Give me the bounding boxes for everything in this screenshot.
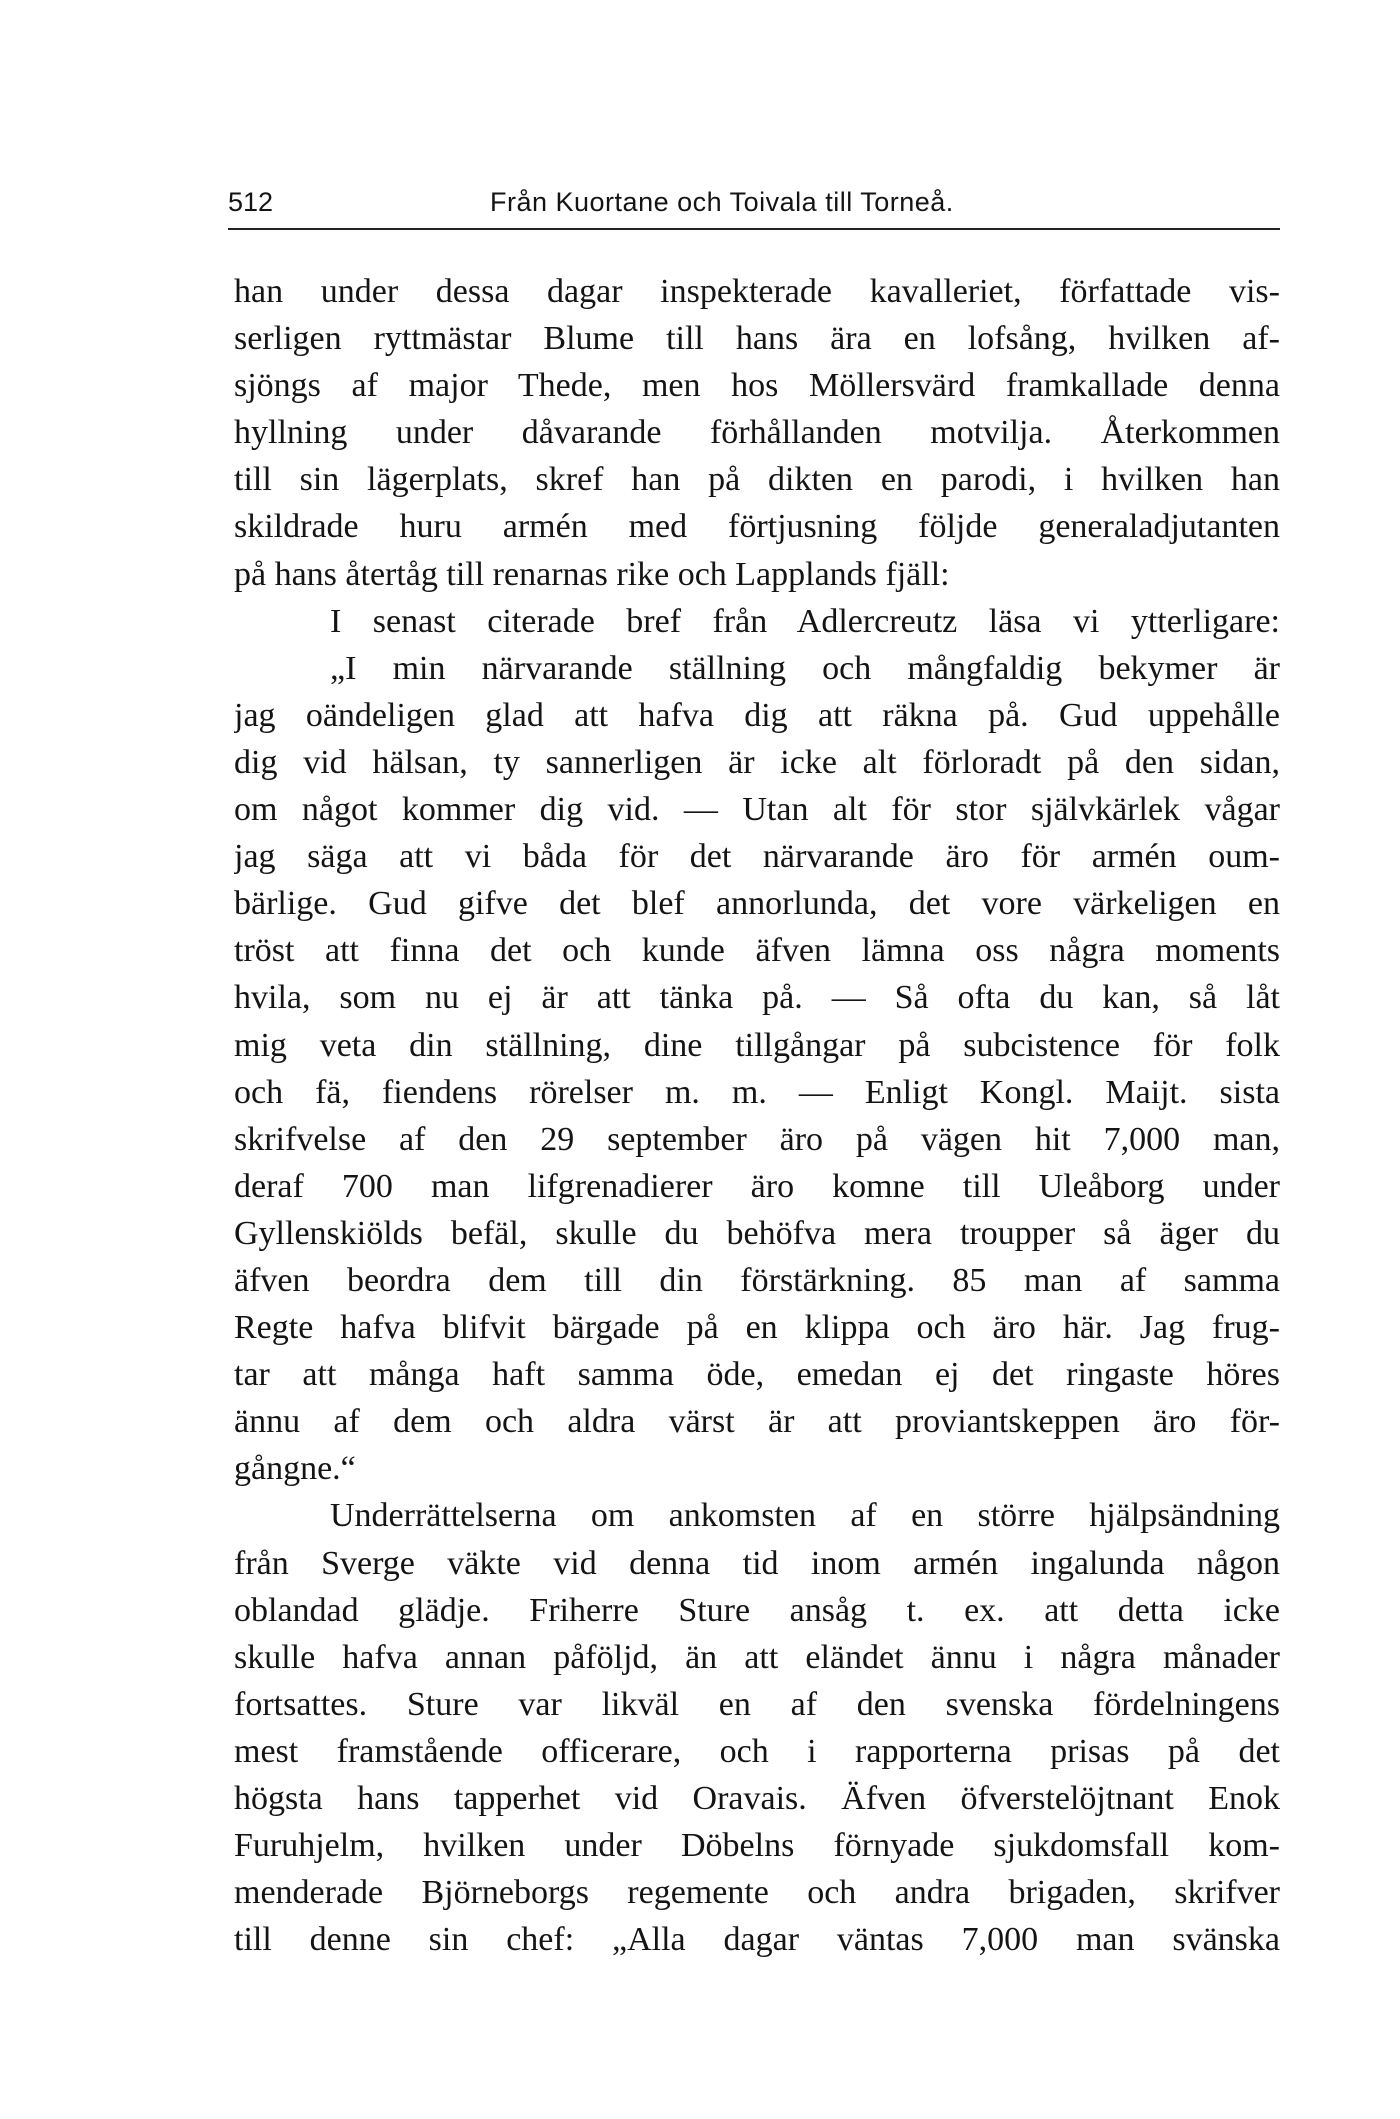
text-line: sjöngs af major Thede, men hos Möllersvärd framkallade denna: [234, 367, 1280, 405]
text-line: bärlige. Gud gifve det blef annorlunda, det vore värkeligen en: [234, 885, 1280, 923]
text-line: till denne sin chef: „Alla dagar väntas 7,000 man svänska: [234, 1921, 1280, 1959]
text-line: mig veta din ställning, dine tillgångar på subcistence för folk: [234, 1026, 1280, 1064]
text-line: skrifvelse af den 29 september äro på vägen hit 7,000 man,: [234, 1120, 1280, 1158]
text-line: tar att många haft samma öde, emedan ej det ringaste höres: [234, 1356, 1280, 1394]
text-line: högsta hans tapperhet vid Oravais. Äfven öfverstelöjtnant Enok: [234, 1780, 1280, 1817]
text-line: och fä, fiendens rörelser m. m. — Enligt Kongl. Maijt. sista: [234, 1073, 1280, 1111]
body-text: [234, 268, 1280, 1963]
text-line: menderade Björneborgs regemente och andra brigaden, skrifver: [234, 1874, 1280, 1912]
text-line: om något kommer dig vid. — Utan alt för stor självkärlek vågar: [234, 791, 1280, 829]
text-line: skildrade huru armén med förtjusning följde generaladjutanten: [234, 508, 1280, 546]
text-line: hvila, som nu ej är att tänka på. — Så ofta du kan, så låt: [234, 979, 1280, 1017]
text-line: till sin lägerplats, skref han på dikten en parodi, i hvilken han: [234, 461, 1280, 499]
text-line: på hans återtåg till renarnas rike och Lapplands fjäll:: [234, 555, 950, 593]
page-number: 512: [228, 187, 274, 217]
text-line: dig vid hälsan, ty sannerligen är icke alt förloradt på den sidan,: [234, 743, 1280, 781]
running-header: [228, 178, 1280, 230]
text-line: skulle hafva annan påföljd, än att eländet ännu i några månader: [234, 1638, 1280, 1676]
text-line: gångne.“: [234, 1450, 356, 1488]
text-line: från Sverge väkte vid denna tid inom armén ingalunda någon: [234, 1544, 1280, 1582]
text-line: jag säga att vi båda för det närvarande äro för armén oum-: [234, 838, 1280, 876]
text-line: äfven beordra dem till din förstärkning. 85 man af samma: [234, 1261, 1280, 1299]
text-line: Regte hafva blifvit bärgade på en klippa och äro här. Jag frug-: [234, 1309, 1280, 1347]
text-line: serligen ryttmästar Blume till hans ära en lofsång, hvilken af-: [234, 320, 1280, 358]
text-line: I senast citerade bref från Adlercreutz läsa vi ytterligare:: [330, 602, 1280, 640]
text-line: Furuhjelm, hvilken under Döbelns förnyade sjukdomsfall kom-: [234, 1827, 1280, 1865]
text-line: deraf 700 man lifgrenadierer äro komne till Uleåborg under: [234, 1167, 1280, 1205]
text-line: oblandad glädje. Friherre Sture ansåg t. ex. att detta icke: [234, 1591, 1280, 1629]
text-line: hyllning under dåvarande förhållanden motvilja. Återkommen: [234, 414, 1280, 452]
running-title: Från Kuortane och Toivala till Torneå.: [490, 187, 954, 217]
text-line: jag oändeligen glad att hafva dig att räkna på. Gud uppehålle: [234, 696, 1280, 734]
text-line: Gyllenskiölds befäl, skulle du behöfva mera troupper så äger du: [234, 1214, 1280, 1252]
text-line: mest framstående officerare, och i rapporterna prisas på det: [234, 1732, 1280, 1770]
text-line: han under dessa dagar inspekterade kavalleriet, författade vis-: [234, 273, 1280, 310]
text-line: fortsattes. Sture var likväl en af den svenska fördelningens: [234, 1685, 1280, 1723]
text-line: ännu af dem och aldra värst är att proviantskeppen äro för-: [234, 1403, 1280, 1441]
text-line: tröst att finna det och kunde äfven lämna oss några moments: [234, 932, 1280, 970]
text-line: Underrättelserna om ankomsten af en större hjälpsändning: [330, 1497, 1280, 1535]
text-line: „I min närvarande ställning och mångfaldig bekymer är: [330, 649, 1280, 687]
